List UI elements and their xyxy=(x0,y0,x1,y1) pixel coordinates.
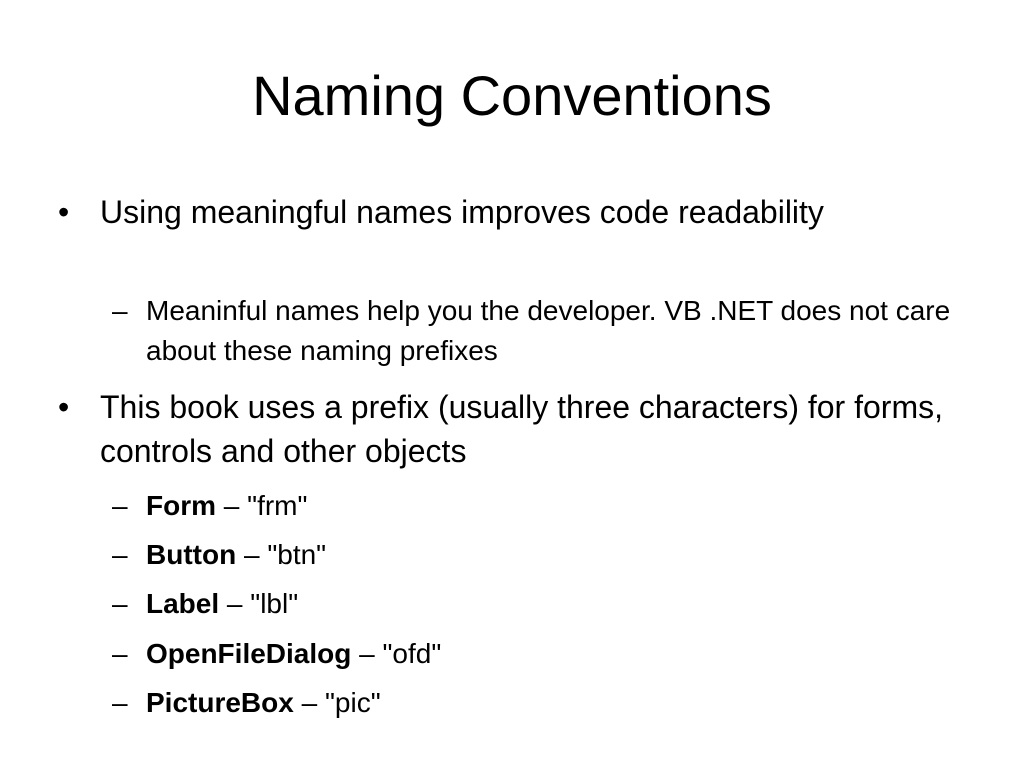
bullet-item xyxy=(58,190,968,234)
control-name: Form xyxy=(146,490,216,521)
dash-marker-icon: – xyxy=(112,588,128,619)
prefix-value: – "frm" xyxy=(216,490,308,521)
bullet-text: This book uses a prefix (usually three characters) for forms, controls and other objects xyxy=(100,389,943,469)
prefix-value: – "ofd" xyxy=(351,638,442,669)
prefix-value: – "btn" xyxy=(236,539,327,570)
prefix-entry xyxy=(146,683,962,723)
bullet-dot-icon: • xyxy=(58,389,70,425)
control-name: Label xyxy=(146,588,220,619)
prefix-item-form xyxy=(112,486,962,526)
sub-bullet-item xyxy=(112,291,962,371)
bullet-text: Using meaningful names improves code readability xyxy=(100,194,824,230)
prefix-item-picturebox xyxy=(112,683,962,723)
bullet-dot-icon: • xyxy=(58,194,70,230)
dash-marker-icon: – xyxy=(112,490,128,521)
slide-title: Naming Conventions xyxy=(252,64,772,127)
prefix-entry xyxy=(146,584,962,624)
dash-marker-icon: – xyxy=(112,295,128,326)
dash-marker-icon: – xyxy=(112,638,128,669)
control-name: OpenFileDialog xyxy=(146,638,352,669)
prefix-value: – "pic" xyxy=(293,687,381,718)
control-name: PictureBox xyxy=(146,687,294,718)
prefix-entry xyxy=(146,634,962,674)
prefix-value: – "lbl" xyxy=(219,588,299,619)
sub-bullet-text: Meaninful names help you the developer. VB .NET does not care about these naming prefixes xyxy=(146,295,951,366)
prefix-entry xyxy=(146,535,962,575)
prefix-item-button xyxy=(112,535,962,575)
prefix-entry xyxy=(146,486,962,526)
control-name: Button xyxy=(146,539,237,570)
dash-marker-icon: – xyxy=(112,687,128,718)
bullet-item xyxy=(58,385,968,473)
dash-marker-icon: – xyxy=(112,539,128,570)
prefix-item-openfiledialog xyxy=(112,634,962,674)
prefix-item-label xyxy=(112,584,962,624)
